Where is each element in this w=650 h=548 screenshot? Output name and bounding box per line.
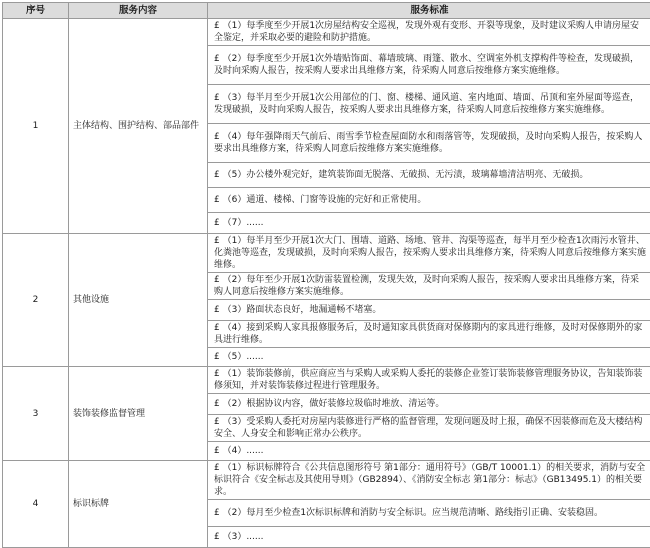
service-standards-document bbox=[2, 2, 650, 548]
section-content: 其他设施 bbox=[69, 234, 208, 367]
standard-item: £ （2）每年至少开展1次防雷装置检测，发现失效，及时向采购人报告，按采购人要求出具维修方案，待采购人同意后按维修方案实施维修。 bbox=[208, 273, 650, 300]
section-number: 3 bbox=[3, 367, 69, 461]
section-number: 1 bbox=[3, 19, 69, 234]
header-no: 序号 bbox=[3, 3, 69, 19]
section-number: 2 bbox=[3, 234, 69, 367]
standard-item: £ （2）每月至少检查1次标识标牌和消防与安全标识。应当规范清晰、路线指引正确、安装稳固。 bbox=[208, 500, 650, 527]
service-standards-table bbox=[2, 2, 650, 548]
standard-item: £ （5）...... bbox=[208, 348, 650, 367]
standard-item: £ （1）每半月至少开展1次大门、围墙、道路、场地、管井、沟渠等巡查，每半月至少检查1次雨污水管井、化粪池等巡查，发现破损，及时向采购人报告，按采购人要求出具维修方案，待采购人同意后按维修方案实施维修。 bbox=[208, 234, 650, 273]
section-content: 标识标牌 bbox=[69, 461, 208, 548]
table-row bbox=[3, 367, 650, 394]
header-standard: 服务标准 bbox=[208, 3, 650, 19]
table-row bbox=[3, 19, 650, 46]
standard-item: £ （7）...... bbox=[208, 213, 650, 234]
standard-item: £ （4）...... bbox=[208, 442, 650, 461]
standard-item: £ （1）每季度至少开展1次房屋结构安全巡视，发现外观有变形、开裂等现象，及时建议采购人申请房屋安全鉴定，并采取必要的避险和防护措施。 bbox=[208, 19, 650, 46]
header-row bbox=[3, 3, 650, 19]
standard-item: £ （1）标识标牌符合《公共信息图形符号 第1部分：通用符号》（GB/T 10001.1）的相关要求，消防与安全标识符合《安全标志及其使用导则》（GB2894）、《消防安全标志 第1部分：标志》（GB13495.1）的相关要求。 bbox=[208, 461, 650, 500]
section-content: 装饰装修监督管理 bbox=[69, 367, 208, 461]
table-row bbox=[3, 234, 650, 273]
standard-item: £ （3）...... bbox=[208, 527, 650, 548]
standard-item: £ （1）装饰装修前，供应商应当与采购人或采购人委托的装修企业签订装饰装修管理服务协议，告知装饰装修须知，并对装饰装修过程进行管理服务。 bbox=[208, 367, 650, 394]
standard-item: £ （4）接到采购人家具报修服务后，及时通知家具供货商对保修期内的家具进行维修，及时对保修期外的家具进行维修。 bbox=[208, 321, 650, 348]
standard-item: £ （3）路面状态良好，地漏通畅不堵塞。 bbox=[208, 300, 650, 321]
section-number: 4 bbox=[3, 461, 69, 548]
header-content: 服务内容 bbox=[69, 3, 208, 19]
standard-item: £ （3）受采购人委托对房屋内装修进行严格的监督管理，发现问题及时上报，确保不因装修而危及大楼结构安全、人身安全和影响正常办公秩序。 bbox=[208, 415, 650, 442]
standard-item: £ （2）每季度至少开展1次外墙贴饰面、幕墙玻璃、雨篷、散水、空调室外机支撑构件等检查，发现破损，及时向采购人报告，按采购人要求出具维修方案，待采购人同意后按维修方案实施维修。 bbox=[208, 46, 650, 85]
standard-item: £ （5）办公楼外观完好，建筑装饰面无脱落、无破损、无污渍，玻璃幕墙清洁明亮、无破损。 bbox=[208, 163, 650, 188]
table-row bbox=[3, 461, 650, 500]
section-content: 主体结构、围护结构、部品部件 bbox=[69, 19, 208, 234]
standard-item: £ （4）每年强降雨天气前后、雨雪季节检查屋面防水和雨落管等，发现破损，及时向采购人报告，按采购人要求出具维修方案，待采购人同意后按维修方案实施维修。 bbox=[208, 124, 650, 163]
standard-item: £ （2）根据协议内容，做好装修垃圾临时堆放、清运等。 bbox=[208, 394, 650, 415]
standard-item: £ （6）通道、楼梯、门窗等设施的完好和正常使用。 bbox=[208, 188, 650, 213]
standard-item: £ （3）每半月至少开展1次公用部位的门、窗、楼梯、通风道、室内地面、墙面、吊顶和室外屋面等巡查，发现破损，及时向采购人报告，按采购人要求出具维修方案，待采购人同意后按维修方案实施维修。 bbox=[208, 85, 650, 124]
